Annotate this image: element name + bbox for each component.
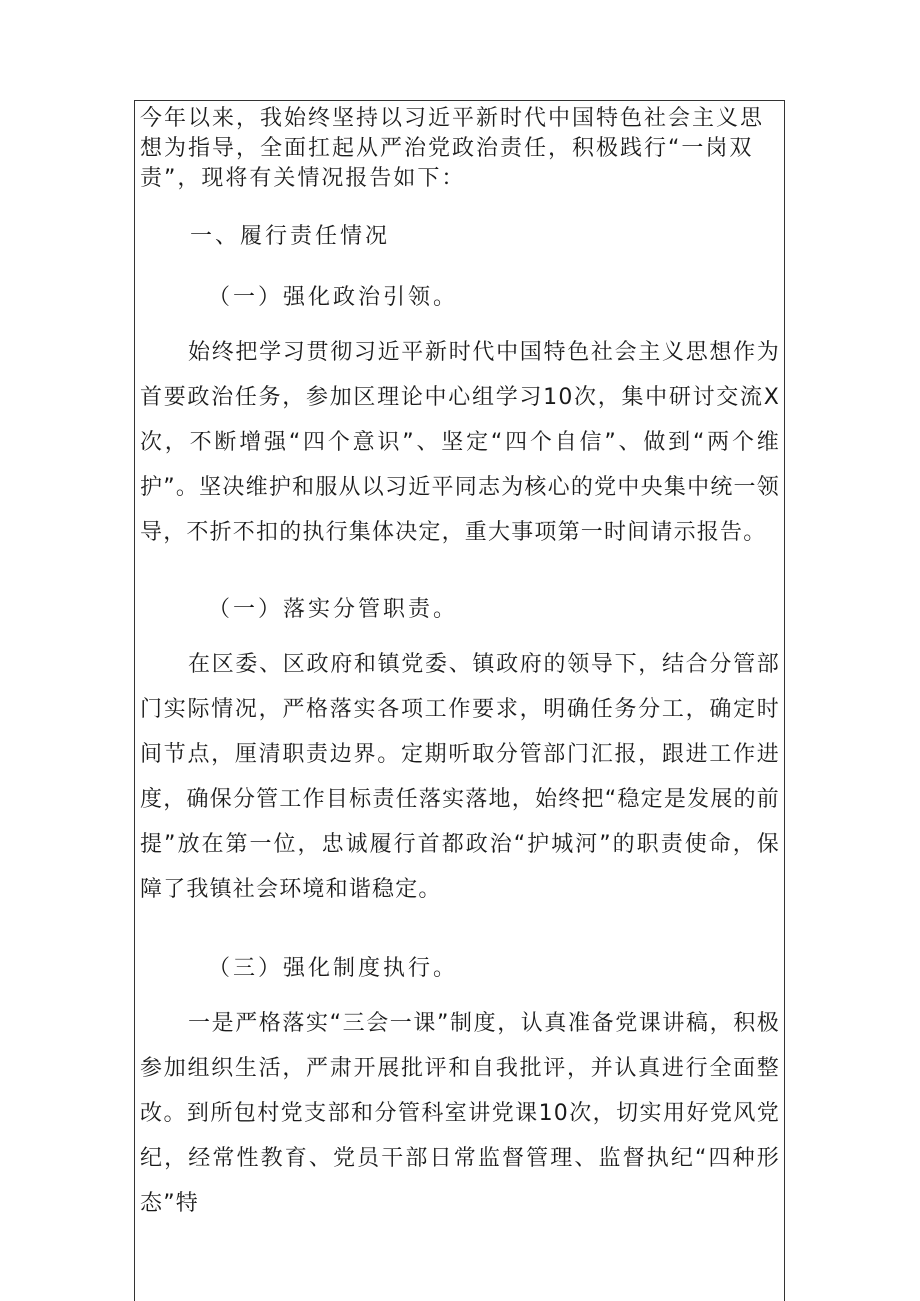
section-heading: 一、履行责任情况 [190,224,391,249]
subsection-heading-3: （三）强化制度执行。 [208,956,459,981]
subsection-heading-2: （一）落实分管职责。 [208,597,459,622]
subsection-heading-1: （一）强化政治引领。 [208,285,459,310]
subsection-body-2: 在区委、区政府和镇党委、镇政府的领导下，结合分管部门实际情况，严格落实各项工作要求，明确任务分工，确定时间节点，厘清职责边界。定期听取分管部门汇报，跟进工作进度，确保分管工作目标责任落实落地，始终把“稳定是发展的前提”放在第一位，忠诚履行首都政治“护城河”的职责使命，保障了我镇社会环境和谐稳定。 [140,652,780,902]
subsection-body-3: 一是严格落实“三会一课”制度，认真准备党课讲稿，积极参加组织生活，严肃开展批评和自我批评，并认真进行全面整改。到所包村党支部和分管科室讲党课10次，切实用好党风党纪，经常性教育、党员干部日常监督管理、监督执纪“四种形态”特 [140,1011,780,1216]
subsection-body-1: 始终把学习贯彻习近平新时代中国特色社会主义思想作为首要政治任务，参加区理论中心组学习10次，集中研讨交流X次，不断增强“四个意识”、坚定“四个自信”、做到“两个维护”。坚决维护和服从以习近平同志为核心的党中央集中统一领导，不折不扣的执行集体决定，重大事项第一时间请示报告。 [140,340,780,545]
intro-paragraph: 今年以来，我始终坚持以习近平新时代中国特色社会主义思想为指导，全面扛起从严治党政治责任，积极践行“一岗双责”，现将有关情况报告如下： [140,106,765,191]
